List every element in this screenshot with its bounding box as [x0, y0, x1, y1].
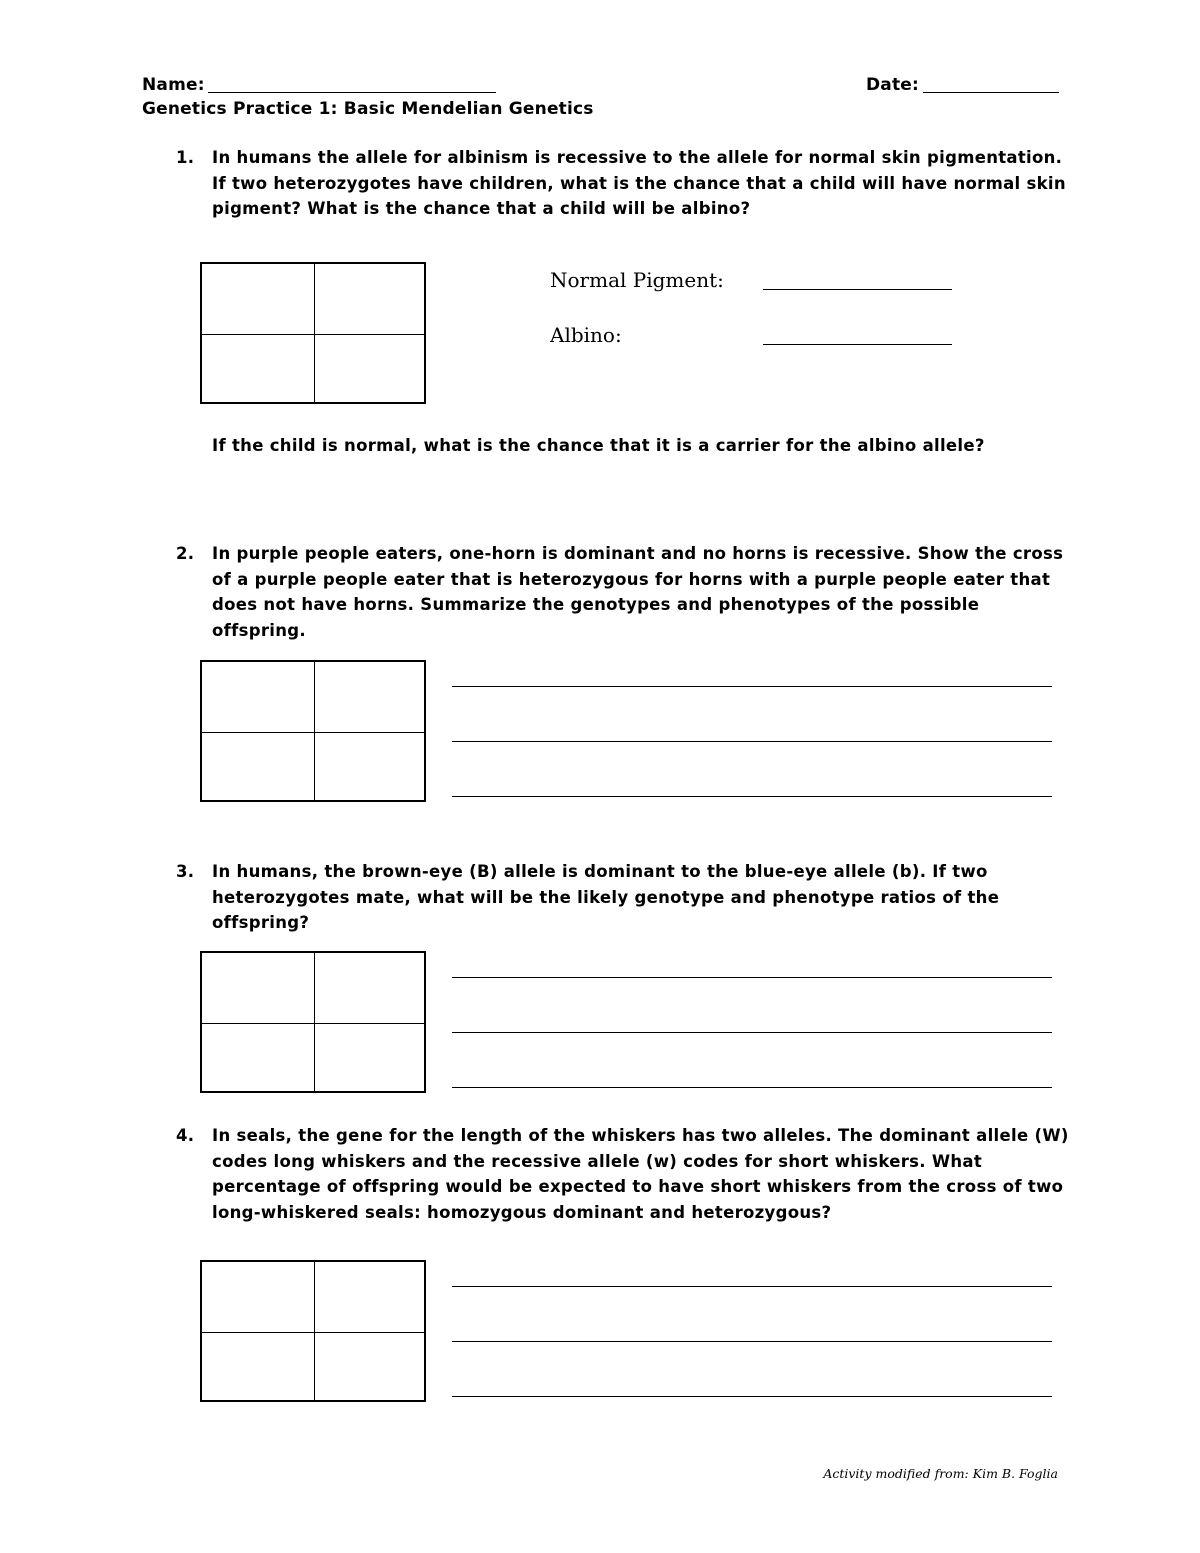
punnett-square-2[interactable] — [200, 660, 426, 802]
answer-line[interactable] — [452, 1032, 1052, 1033]
worksheet-title: Genetics Practice 1: Basic Mendelian Genetics — [142, 99, 594, 119]
question-number: 3. — [176, 862, 195, 881]
question-text: In humans the allele for albinism is recessive to the allele for normal skin pigmentation. If two heterozygotes have children, what is the chance that a child will have normal skin pigment? What is the chance that a child will be albino? — [212, 148, 1066, 218]
albino-answer[interactable] — [763, 344, 952, 345]
answer-line[interactable] — [452, 686, 1052, 687]
normal-pigment-label: Normal Pigment: — [550, 268, 724, 292]
answer-line[interactable] — [452, 796, 1052, 797]
punnett-square-4[interactable] — [200, 1260, 426, 1402]
question-number: 2. — [176, 544, 195, 563]
question-number: 1. — [176, 148, 195, 167]
normal-pigment-answer[interactable] — [763, 289, 952, 290]
question-text: In humans, the brown-eye (B) allele is dominant to the blue-eye allele (b). If two heterozygotes mate, what will be the likely genotype and phenotype ratios of the offspring? — [212, 862, 1000, 932]
answer-line[interactable] — [452, 1286, 1052, 1287]
footer-credit: Activity modified from: Kim B. Foglia — [823, 1466, 1058, 1481]
date-field[interactable] — [923, 92, 1059, 93]
answer-line[interactable] — [452, 1396, 1052, 1397]
carrier-followup-question: If the child is normal, what is the chance that it is a carrier for the albino allele? — [212, 436, 985, 455]
punnett-square-1[interactable] — [200, 262, 426, 404]
answer-line[interactable] — [452, 1341, 1052, 1342]
question-number: 4. — [176, 1126, 195, 1145]
date-label: Date: — [866, 75, 920, 95]
punnett-square-3[interactable] — [200, 951, 426, 1093]
answer-line[interactable] — [452, 741, 1052, 742]
answer-line[interactable] — [452, 1087, 1052, 1088]
albino-label: Albino: — [550, 323, 622, 347]
name-field[interactable] — [208, 92, 496, 93]
name-label: Name: — [142, 75, 205, 95]
question-text: In purple people eaters, one-horn is dominant and no horns is recessive. Show the cross of a purple people eater that is heterozygous for horns with a purple people eater that does not have horns. Summarize the genotypes and phenotypes of the possible offspring. — [212, 544, 1064, 640]
answer-line[interactable] — [452, 977, 1052, 978]
question-text: In seals, the gene for the length of the whiskers has two alleles. The dominant allele (W) codes long whiskers and the recessive allele (w) codes for short whiskers. What percentage of offspring would be expected to have short whiskers from the cross of two long-whiskered seals: homozygous dominant and heterozygous? — [212, 1126, 1069, 1222]
